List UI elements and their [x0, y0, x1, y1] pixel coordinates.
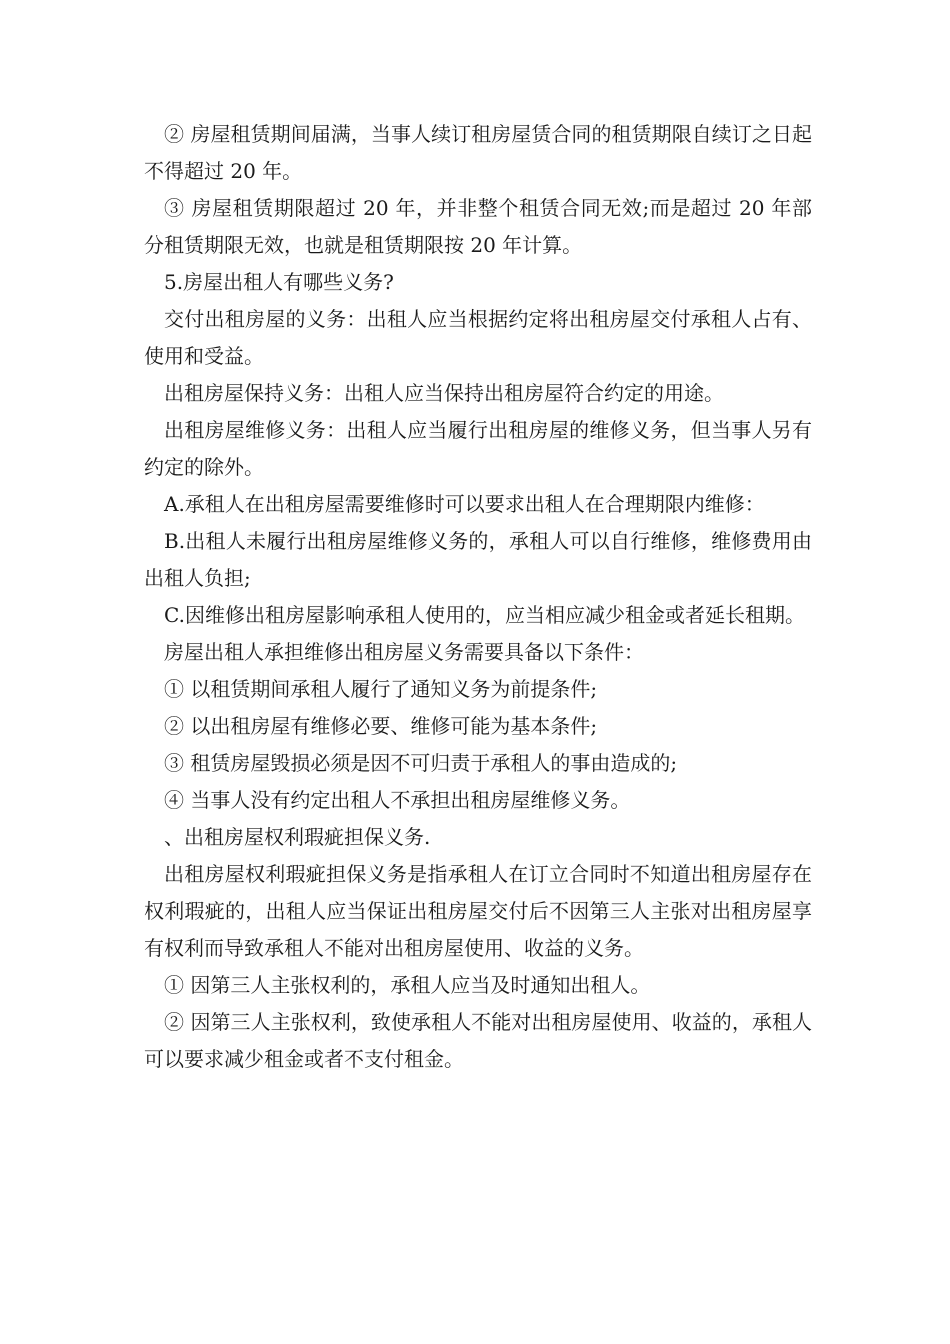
list-item: ② 以出租房屋有维修必要、维修可能为基本条件;: [164, 714, 598, 738]
paragraph: 房屋出租人承担维修出租房屋义务需要具备以下条件：: [164, 640, 644, 664]
paragraph: ③ 房屋租赁期限超过 20 年，并非整个租赁合同无效;而是超过 20 年部分租赁期限无效，也就是租赁期限按 20 年计算。: [144, 196, 812, 257]
list-item: ① 因第三人主张权利的，承租人应当及时通知出租人。: [164, 973, 651, 997]
paragraph: 出租房屋维修义务：出租人应当履行出租房屋的维修义务，但当事人另有约定的除外。: [144, 418, 812, 479]
section-heading: 、出租房屋权利瑕疵担保义务.: [164, 825, 431, 849]
section-heading: 5.房屋出租人有哪些义务?: [164, 270, 394, 294]
list-item: C.因维修出租房屋影响承租人使用的，应当相应减少租金或者延长租期。: [164, 603, 805, 627]
list-item: A.承租人在出租房屋需要维修时可以要求出租人在合理期限内维修：: [164, 492, 765, 516]
list-item: B.出租人未履行出租房屋维修义务的，承租人可以自行维修，维修费用由出租人负担;: [144, 529, 812, 590]
paragraph: 出租房屋权利瑕疵担保义务是指承租人在订立合同时不知道出租房屋存在权利瑕疵的，出租人应当保证出租房屋交付后不因第三人主张对出租房屋享有权利而导致承租人不能对出租房屋使用、收益的义务。: [144, 862, 812, 960]
list-item: ① 以租赁期间承租人履行了通知义务为前提条件;: [164, 677, 598, 701]
paragraph: 出租房屋保持义务：出租人应当保持出租房屋符合约定的用途。: [164, 381, 724, 405]
list-item: ③ 租赁房屋毁损必须是因不可归责于承租人的事由造成的;: [164, 751, 678, 775]
document-body: [144, 116, 812, 1078]
paragraph: 交付出租房屋的义务：出租人应当根据约定将出租房屋交付承租人占有、使用和受益。: [144, 307, 812, 368]
list-item: ② 因第三人主张权利，致使承租人不能对出租房屋使用、收益的，承租人可以要求减少租金或者不支付租金。: [144, 1010, 812, 1071]
list-item: ④ 当事人没有约定出租人不承担出租房屋维修义务。: [164, 788, 631, 812]
paragraph: ② 房屋租赁期间届满，当事人续订租房屋赁合同的租赁期限自续订之日起不得超过 20 年。: [144, 122, 812, 183]
